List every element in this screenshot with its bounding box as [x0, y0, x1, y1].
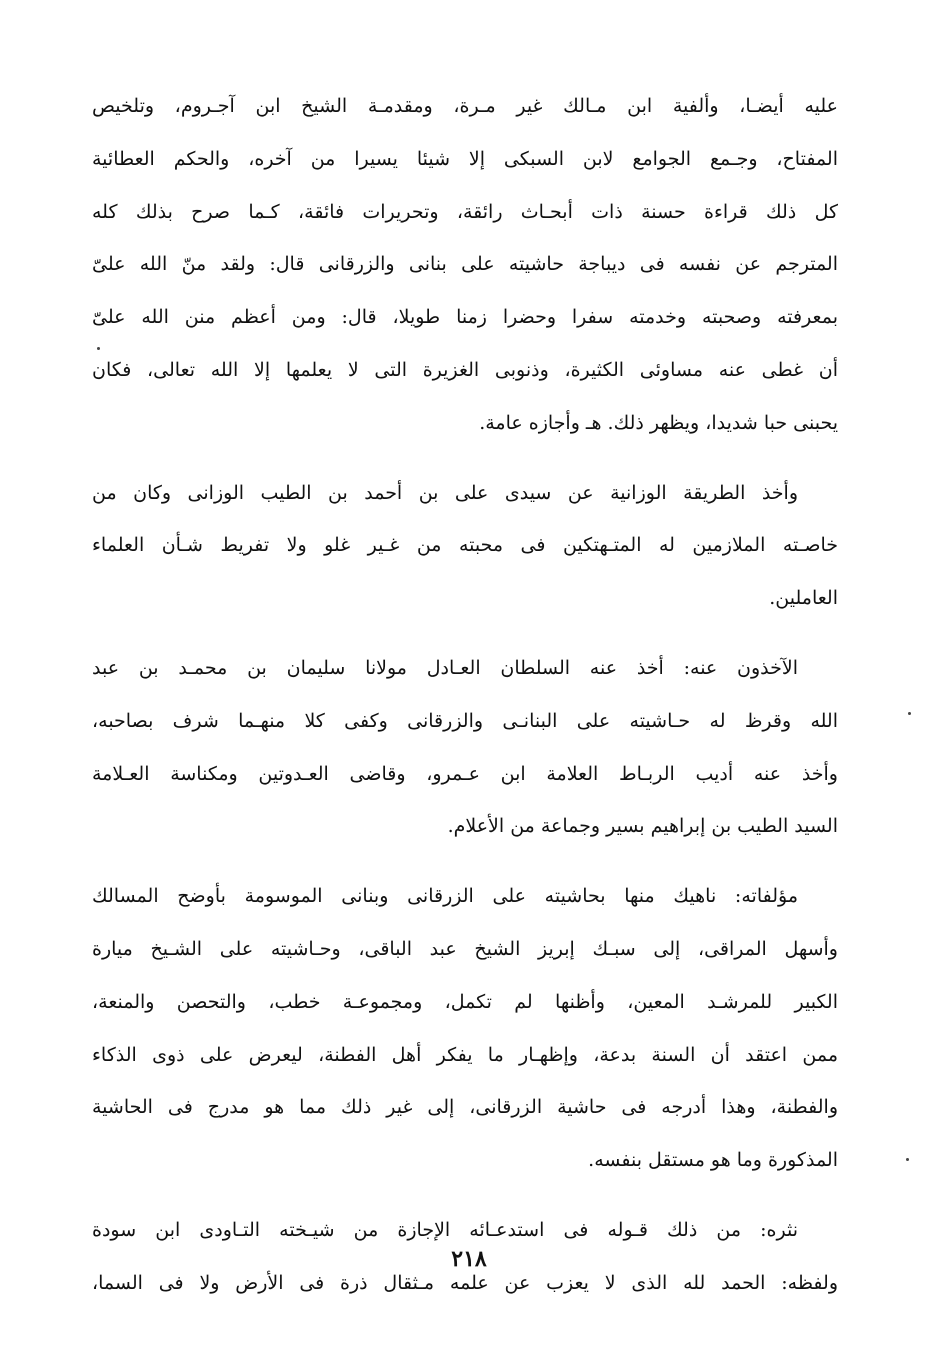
text-line: وأخذ عنه أديب الربـاط العلامة ابن عـمرو، وقاضى العـدوتين ومكناسة العـلامة	[92, 762, 838, 785]
body-text	[92, 80, 838, 1310]
text-line: نثره: من ذلك قـوله فى استدعـائه الإجازة من شيـخته التـاودى ابن سودة	[92, 1218, 798, 1241]
paragraph-4	[92, 870, 838, 1187]
text-line: مؤلفاته: ناهيك منها بحاشيته على الزرقانى وبنانى الموسومة بأوضح المسالك	[92, 885, 798, 908]
paragraph-gap	[92, 450, 838, 467]
text-line: والفطنة، وهذا أدرجه فى حاشية الزرقانى، إلى غير ذلك مما هو مدرج فى الحاشية	[92, 1096, 838, 1119]
scan-speck	[908, 712, 911, 715]
paragraph-1	[92, 80, 838, 450]
text-line: كل ذلك قراءة حسنة ذات أبحـاث رائقة، وتحريرات فائقة، كـما صرح بذلك كله	[92, 200, 838, 223]
text-line: الله وقرظ له حـاشيته على البنانـى والزرقانى وكفى كلا منهـما شرف بصاحبه،	[92, 709, 838, 732]
text-line: ممن اعتقد أن السنة بدعة، وإظهـار ما يفكر أهل الفطنة، ليعرض على ذوى الذكاء	[92, 1043, 838, 1066]
text-line: المفتاح، وجـمع الجوامع لابن السبكى إلا شيئا يسيرا من آخره، والحكم العطائية	[92, 147, 838, 170]
text-line: وأخذ الطريقة الوزانية عن سيدى على بن أحمد بن الطيب الوزانى وكان من	[92, 481, 798, 504]
text-line: السيد الطيب بن إبراهيم بسير وجماعة من الأعلام.	[447, 815, 838, 838]
text-line: ولفظه: الحمد لله الذى لا يعزب عن علمه مـثقال ذرة فى الأرض ولا فى السما،	[92, 1271, 838, 1294]
text-line: المترجم عن نفسه فى ديباجة حاشيته على بنانى والزرقانى قال: ولقد منّ الله علىّ	[92, 253, 838, 276]
text-line: عليه أيضـا، وألفية ابن مـالك غير مـرة، ومقدمـة الشيخ ابن آجـروم، وتلخيص	[92, 95, 838, 117]
text-line: بمعرفته وصحبته وخدمته سفرا وحضرا زمنا طويلا، قال: ومن أعظم منن الله علىّ	[92, 306, 838, 329]
text-line: الكبير للمرشـد المعين، وأظنها لم تكمل، ومجموعـة خطب، والتحصن والمنعة،	[92, 990, 838, 1013]
text-line: المذكورة وما هو مستقل بنفسه.	[588, 1149, 838, 1172]
text-line: أن غطى عنه مساوئى الكثيرة، وذنوبى الغزيرة التى لا يعلمها إلا الله تعالى، فكان	[92, 358, 838, 381]
paragraph-gap	[92, 1187, 838, 1204]
paragraph-3	[92, 642, 838, 853]
page-number: ٢١٨	[451, 1246, 487, 1272]
text-line: يحبنى حبا شديدا، ويظهر ذلك. هـ وأجازه عامة.	[479, 411, 838, 434]
text-line: الآخذون عنه: أخذ عنه السلطان العـادل مولانا سليمان بن محمـد بن عبد	[92, 656, 798, 679]
paragraph-gap	[92, 625, 838, 642]
paragraph-2	[92, 467, 838, 625]
scan-speck	[97, 347, 100, 350]
text-line: العاملين.	[769, 587, 838, 610]
paragraph-gap	[92, 853, 838, 870]
scan-speck	[906, 1158, 909, 1161]
text-line: وأسهل المراقى، إلى سبـك إبريز الشيخ عبد الباقى، وحـاشيته على الشـيخ ميارة	[92, 937, 838, 960]
text-line: خاصـته الملازمين له المتـهتكين فى محبته من غـير غلو ولا تفريط شـأن العلماء	[92, 534, 838, 557]
